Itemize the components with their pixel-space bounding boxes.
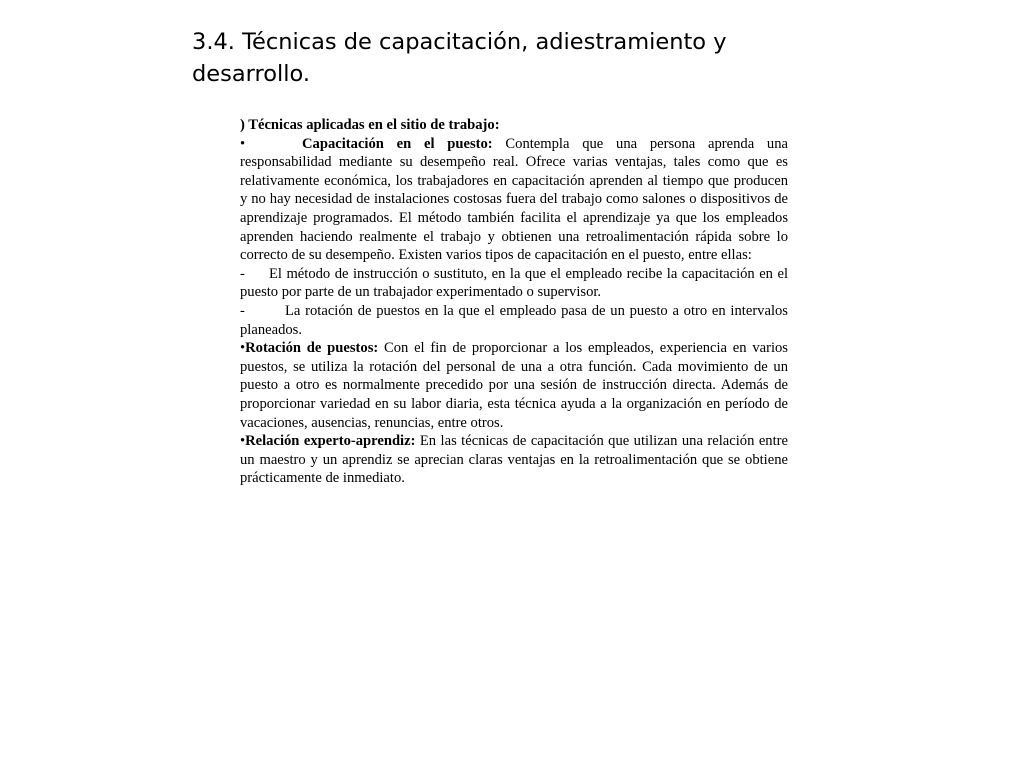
list-item-capacitacion	[240, 135, 788, 265]
term-rotacion: Rotación de puestos:	[245, 340, 379, 357]
sub-item-rotacion	[240, 302, 788, 339]
list-item-relacion	[240, 432, 788, 488]
sub-item-instruccion	[240, 265, 788, 302]
bullet-icon: •	[240, 433, 246, 450]
dash-marker: -	[240, 302, 245, 319]
term-capacitacion: Capacitación en el puesto:	[302, 135, 493, 152]
text-capacitacion: Contempla que una persona aprenda una responsabilidad mediante su desempeño real. Ofrece varias ventajas, tales como que es relativamente económica, los trabajadores en capacitación aprenden al tiempo que producen y no hay necesidad de instalaciones costosas fuera del trabajo como salones o dispositivos de aprendizaje programados. El método también facilita el aprendizaje ya que los empleados aprenden haciendo realmente el trabajo y obtienen una retroalimentación rápida sobre lo correcto de su desempeño. Existen varios tipos de capacitación en el puesto, entre ellas:	[240, 135, 788, 264]
text-rotacion-puestos: Con el fin de proporcionar a los empleados, experiencia en varios puestos, se utiliza la rotación del personal de una a otra función. Cada movimiento de un puesto a otro es normalmente precedido por una sesión de instrucción directa. Además de proporcionar variedad en su labor diaria, esta técnica ayuda a la organización en período de vacaciones, ausencias, renuncias, entre otros.	[240, 340, 788, 431]
bullet-icon: •	[240, 135, 246, 152]
bullet-icon: •	[240, 340, 246, 357]
text-instruccion: El método de instrucción o sustituto, en la que el empleado recibe la capacitación en el puesto por parte de un trabajador experimentado o supervisor.	[240, 265, 788, 301]
text-relacion: En las técnicas de capacitación que utilizan una relación entre un maestro y un aprendiz se aprecian claras ventajas en la retroalimentación que se obtiene prácticamente de inmediato.	[240, 433, 788, 487]
text-rotacion: La rotación de puestos en la que el empleado pasa de un puesto a otro en intervalos planeados.	[240, 302, 788, 338]
section-heading: ) Técnicas aplicadas en el sitio de trabajo:	[240, 117, 500, 133]
list-item-rotacion	[240, 339, 788, 432]
document-text	[240, 116, 788, 488]
term-relacion: Relación experto-aprendiz:	[245, 433, 416, 450]
slide-title: 3.4. Técnicas de capacitación, adiestramiento y desarrollo.	[192, 29, 727, 87]
dash-marker: -	[240, 265, 245, 282]
